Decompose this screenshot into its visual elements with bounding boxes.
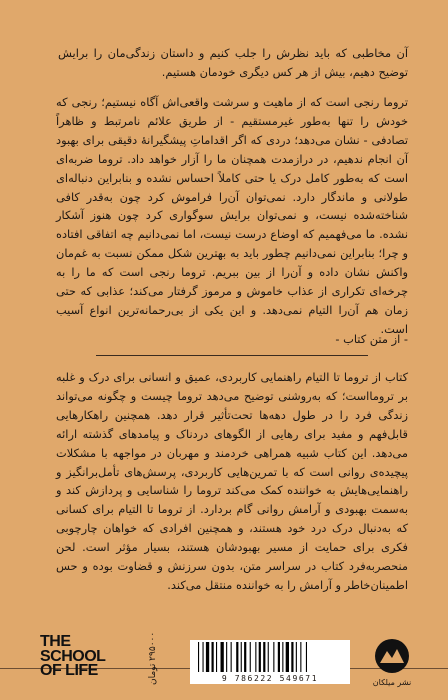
book-description-paragraph: کتاب از تروما تا التیام راهنمایی کاربردی، عمیق و انسانی برای درک و غلبه بر ترومااست؛ که به‌روشنی توضیح می‌دهد تروما چیست و چگونه می‌تواند زندگی فرد را در طول دهه‌ها تحت‌تأثیر قرار دهد. همچنین راهکارهایی قابل‌فهم و مفید برای رهایی از الگوهای دردناک و پیامدهای گذشته ارائه می‌دهد. این کتاب شبیه همراهی خردمند و مهربان در مواجهه با مشکلات پیچیده‌ی روانی است که با تمرین‌هایی کاربردی، پرسش‌های تأمل‌برانگیز و راهنمایی‌هایش به خواننده کمک می‌کند تروما را شناسایی و پردازش کند و به‌سمت بهبودی و آرامش روانی گام بردارد. از تروما تا التیام برای کسانی که به‌دنبال درک درد خود هستند، و همچنین افرادی که خواهان چارچوبی فکری برای حمایت از مسیر بهبودشان هستند، بسیار مؤثر است. لحن منحصربه‌فرد کتاب در سراسر متن، بدون سرزنش و قضاوت بوده و حس اطمینان‌خاطر و آرامش را به خواننده منتقل می‌کند. <box>56 370 408 592</box>
barcode-bars-icon <box>196 642 344 672</box>
excerpt-paragraph: تروما رنجی است که از ماهیت و سرشت واقعی‌اش آگاه نیستیم؛ رنجی که خودش را تنها به‌طور غیرمستقیم - از طریق علائم نامرتبط و ظاهراً تصادفی - نشان می‌دهد؛ دردی که اگر اقداماتِ پیشگیرانهٔ دقیقی برای بهبود آن انجام ندهیم، در درازمدت همچنان ما را آزار خواهد داد. تروما ضربه‌ای است که به‌طور کامل درک یا حتی کاملاً احساس نشده و بنابراین دنباله‌ای طولانی و ماندگار دارد. نمی‌توان آن‌را فراموش کرد چون به‌قدر کافی شناخته‌شده نیست، و نمی‌توان برایش سوگواری کرد چون هنوز آشکار نشده. ما می‌فهمیم که اوضاع درست نیست، اما نمی‌دانیم چه اتفاقی افتاده و چرا؛ بنابراین نمی‌دانیم چطور باید به بهترین شکل ممکن نسبت به غم‌مان واکنش نشان داده و آن‌را از بین ببریم. تروما رنجی است که ما را به چرخه‌ای تکراری از عذاب خاموش و مرموز گرفتار می‌کند؛ عذابی که حتی زمان هم آن‌را التیام نمی‌دهد. و این یکی از بی‌رحمانه‌ترین انواع آسیب است. <box>56 95 408 336</box>
barcode <box>190 640 350 684</box>
school-of-life-logo <box>40 635 105 679</box>
section-divider <box>96 355 368 356</box>
logo-line-3: OF LIFE <box>40 662 98 679</box>
publisher-logo-icon <box>374 638 410 674</box>
intro-paragraph: آن مخاطبی که باید نظرش را جلب کنیم و داستان زندگی‌مان را برایش توضیح دهیم، بیش از هر کس دیگری خودمان هستیم. <box>58 46 408 79</box>
publisher-name: نشر میلکان <box>372 678 412 687</box>
excerpt-source: - از متن کتاب - <box>335 332 408 346</box>
logo-line-2: SCHOOL <box>40 647 106 665</box>
price-label: ۲۹۵۰۰۰ تومان <box>148 631 158 685</box>
barcode-number: 9 786222 549671 <box>221 674 319 683</box>
logo-line-1: THE <box>40 633 71 650</box>
